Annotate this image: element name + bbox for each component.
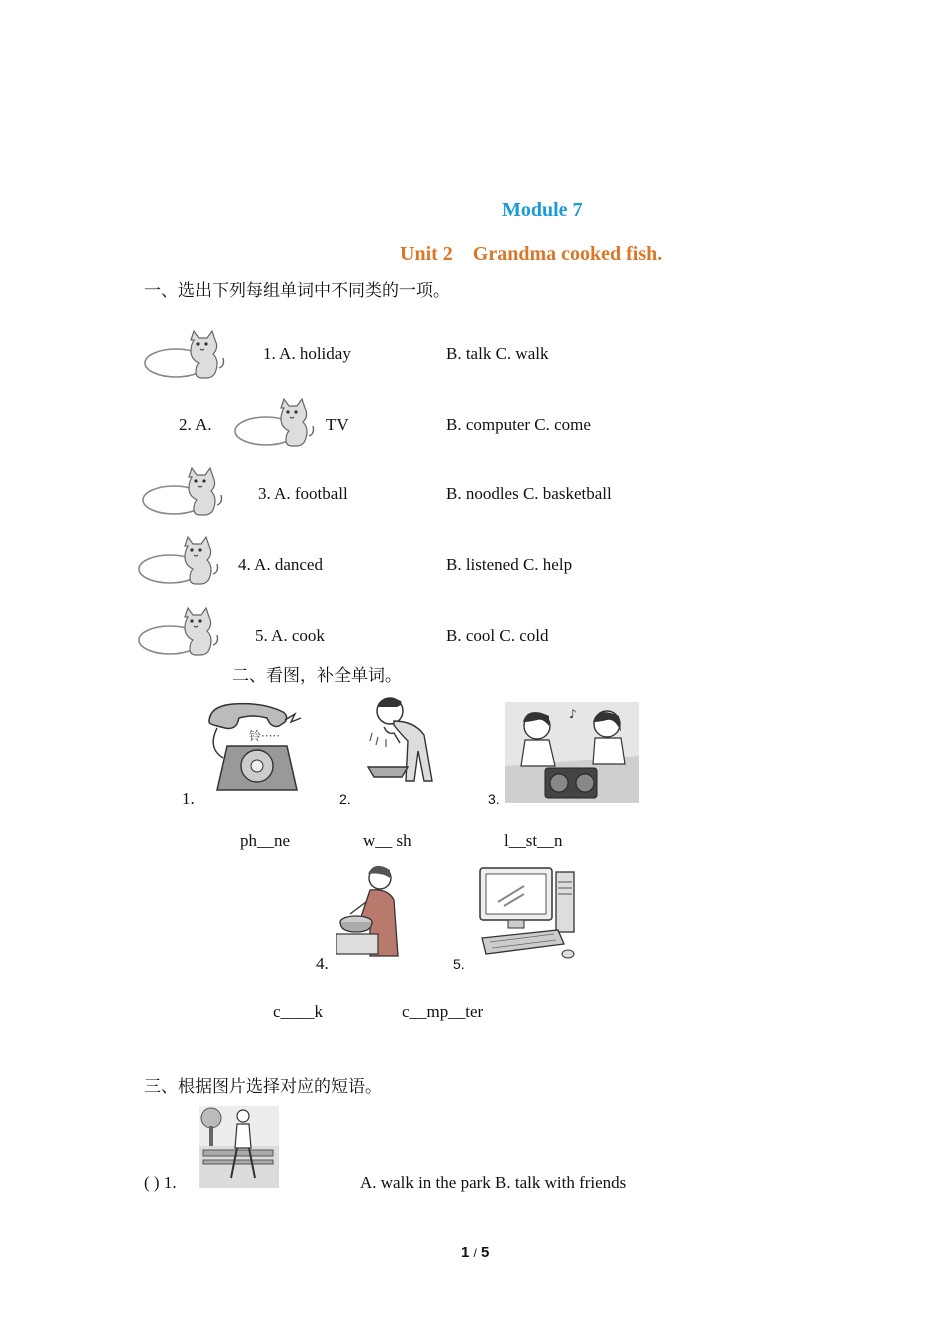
q4-option-a: 4. A. danced	[238, 555, 323, 574]
cat-stamp-icon	[233, 394, 315, 450]
word1-blank: ph__ne	[240, 831, 291, 850]
pic2-number: 2.	[339, 791, 351, 807]
cat-stamp-icon	[143, 326, 225, 382]
word4-blank: c____k	[273, 1002, 324, 1021]
listening-radio-icon	[505, 702, 639, 803]
unit-title: Unit 2 Grandma cooked fish.	[400, 243, 663, 265]
page-current: 1	[461, 1244, 470, 1261]
q4-options-bc: B. listened C. help	[446, 555, 573, 574]
page-indicator	[461, 1244, 489, 1261]
svg-text:♪: ♪	[569, 707, 577, 721]
section2-title: 二、看图，补全单词。	[232, 666, 402, 685]
word5-blank: c__mp__ter	[402, 1002, 484, 1021]
pic1-number: 1.	[182, 789, 195, 808]
q3-option-a: 3. A. football	[258, 484, 348, 503]
q2-option-a: TV	[326, 415, 349, 434]
q3-options-bc: B. noodles C. basketball	[446, 484, 612, 503]
q1-options-bc: B. talk C. walk	[446, 344, 549, 363]
cat-stamp-icon	[137, 603, 219, 659]
walking-park-icon	[199, 1106, 279, 1188]
washing-face-icon	[360, 693, 448, 791]
pic5-number: 5.	[453, 956, 465, 972]
cat-stamp-icon	[141, 463, 223, 519]
word2-blank: w__ sh	[363, 831, 412, 850]
section3-title: 三、根据图片选择对应的短语。	[144, 1077, 382, 1096]
q5-options-bc: B. cool C. cold	[446, 626, 549, 645]
word3-blank: l__st__n	[504, 831, 563, 850]
page-total: 5	[481, 1244, 490, 1261]
telephone-icon	[203, 700, 303, 796]
section3-options: A. walk in the park B. talk with friends	[360, 1173, 627, 1192]
section1-title: 一、选出下列每组单词中不同类的一项。	[144, 281, 450, 300]
pic4-number: 4.	[316, 954, 329, 973]
computer-icon	[472, 864, 578, 964]
q1-option-a: 1. A. holiday	[263, 344, 351, 363]
cat-stamp-icon	[137, 532, 219, 588]
q2-options-bc: B. computer C. come	[446, 415, 591, 434]
svg-text:铃·····: 铃·····	[249, 729, 281, 743]
q5-option-a: 5. A. cook	[255, 626, 325, 645]
pic3-number: 3.	[488, 791, 500, 807]
module-title: Module 7	[502, 199, 583, 221]
cooking-icon	[336, 862, 414, 960]
q2-label: 2. A.	[179, 415, 212, 434]
answer-bracket: ( ) 1.	[144, 1173, 177, 1192]
page-separator: /	[473, 1246, 477, 1260]
